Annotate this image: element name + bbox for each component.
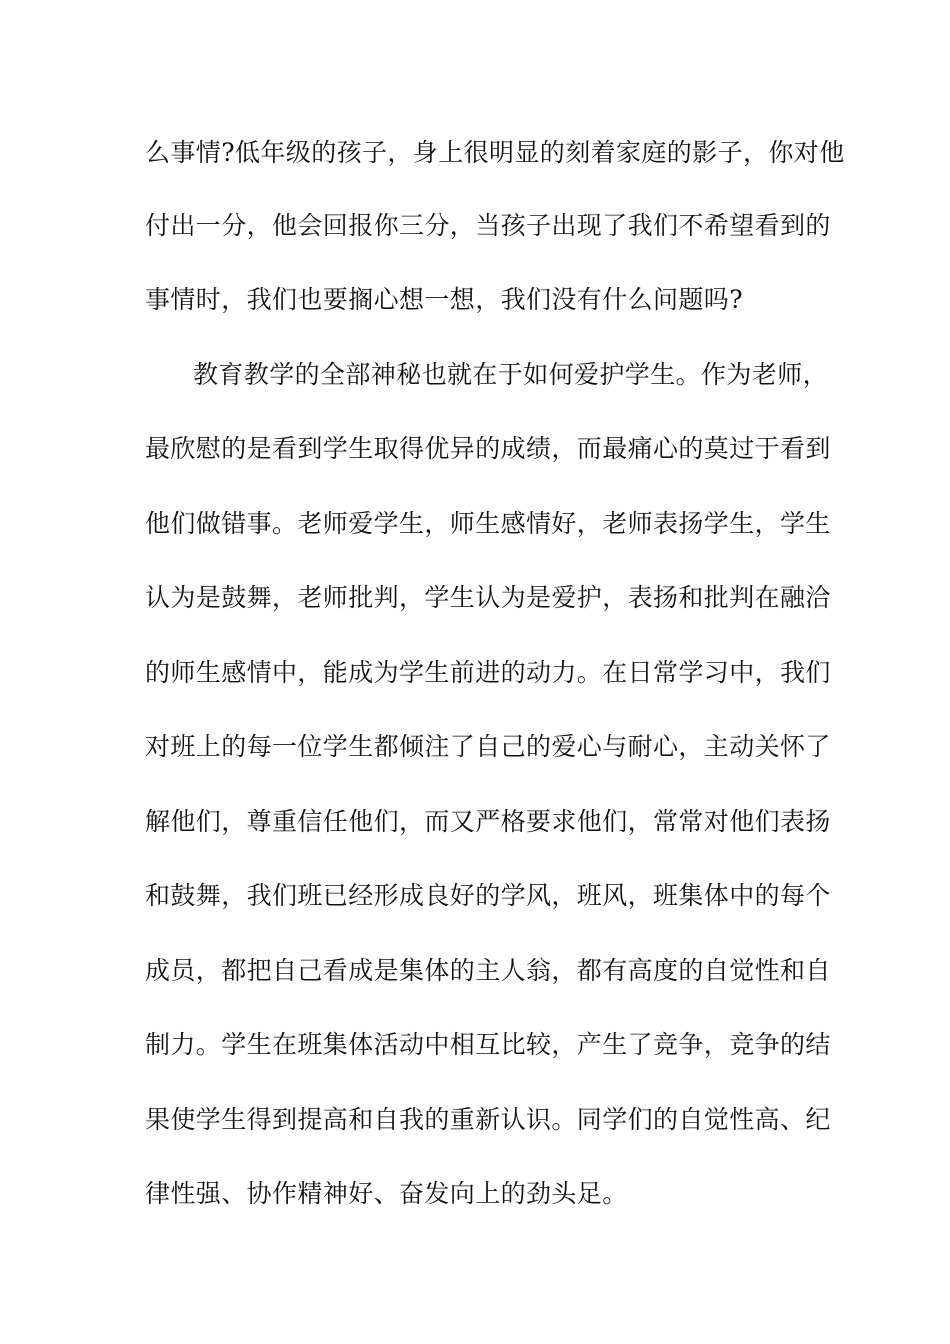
text-line: 最欣慰的是看到学生取得优异的成绩，而最痛心的莫过于看到 [145,434,831,463]
text-line: 他们做错事。老师爱学生，师生感情好，老师表扬学生，学生 [145,509,831,538]
text-line: 制力。学生在班集体活动中相互比较，产生了竞争，竞争的结 [145,1030,831,1059]
text-line: 的师生感情中，能成为学生前进的动力。在日常学习中，我们 [145,658,831,687]
text-line: 付出一分，他会回报你三分，当孩子出现了我们不希望看到的 [145,211,831,240]
text-line: 事情时，我们也要搁心想一想，我们没有什么问题吗? [145,285,744,314]
text-line: 认为是鼓舞，老师批判，学生认为是爱护，表扬和批判在融洽 [145,583,831,612]
text-line: 律性强、协作精神好、奋发向上的劲头足。 [145,1179,628,1208]
text-line: 成员，都把自己看成是集体的主人翁，都有高度的自觉性和自 [145,956,831,985]
text-line: 么事情?低年级的孩子，身上很明显的刻着家庭的影子，你对他 [145,138,845,167]
paragraph-first-line: 教育教学的全部神秘也就在于如何爱护学生。作为老师， [193,360,829,389]
text-line: 对班上的每一位学生都倾注了自己的爱心与耐心，主动关怀了 [145,732,831,761]
text-line: 和鼓舞，我们班已经形成良好的学风，班风，班集体中的每个 [145,881,831,910]
text-line: 果使学生得到提高和自我的重新认识。同学们的自觉性高、纪 [145,1105,831,1134]
text-line: 解他们，尊重信任他们，而又严格要求他们，常常对他们表扬 [145,807,831,836]
